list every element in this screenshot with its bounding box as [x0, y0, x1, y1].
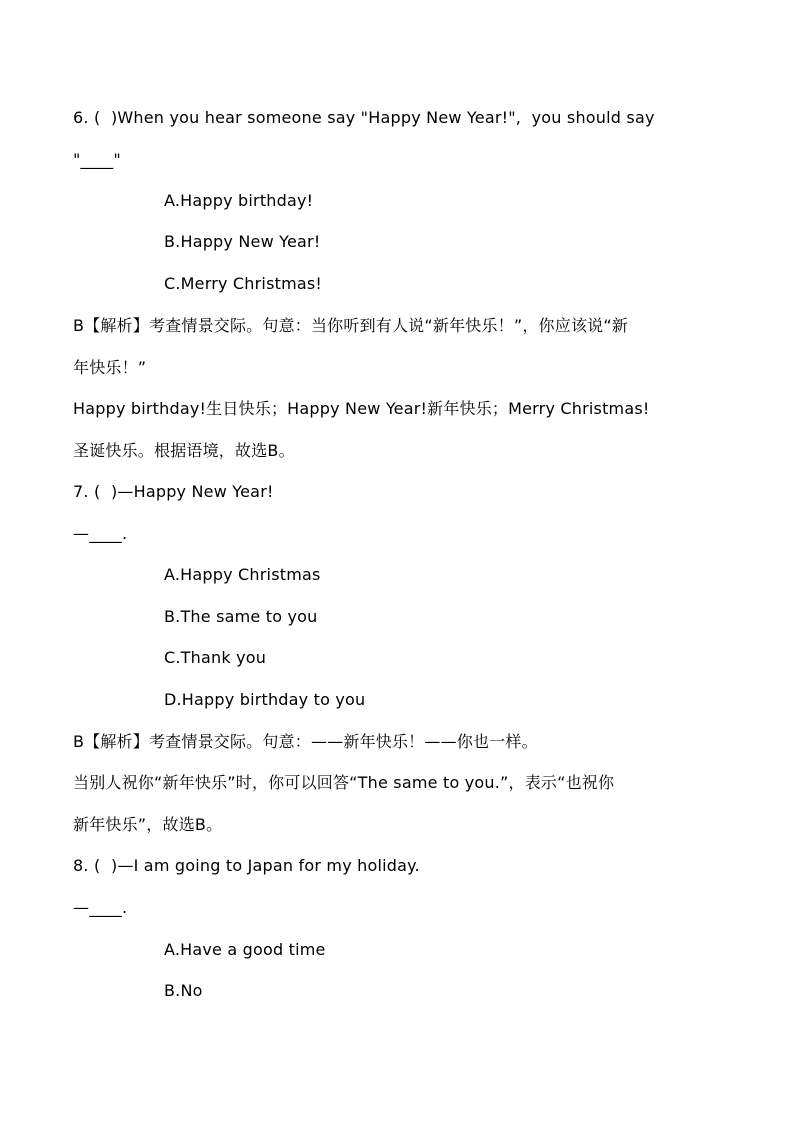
q8-option-a: A.Have a good time: [164, 940, 326, 959]
q7-stem-line1: 7. ( )—Happy New Year!: [73, 482, 274, 501]
q7-option-b: B.The same to you: [164, 607, 318, 626]
q8-stem-line2: —____.: [73, 898, 128, 917]
q8-stem-line1: 8. ( )—I am going to Japan for my holiday.: [73, 856, 420, 875]
q7-option-a: A.Happy Christmas: [164, 565, 321, 584]
q7-analysis-line3: 新年快乐”，故选B。: [73, 815, 223, 834]
q7-stem-line2: —____.: [73, 524, 128, 543]
q6-stem-line2: "____": [73, 150, 121, 169]
q8-option-b: B.No: [164, 981, 203, 1000]
q7-option-c: C.Thank you: [164, 648, 267, 667]
q6-stem-line1: 6. ( )When you hear someone say "Happy New Year!", you should say: [73, 108, 655, 127]
q7-analysis-line2: 当别人祝你“新年快乐”时，你可以回答“The same to you.”，表示“也祝你: [73, 773, 615, 792]
q6-analysis-line4: 圣诞快乐。根据语境，故选B。: [73, 441, 295, 460]
q6-analysis-line2: 年快乐！”: [73, 358, 147, 377]
q6-analysis-line3: Happy birthday!生日快乐；Happy New Year!新年快乐；Merry Christmas!: [73, 399, 650, 418]
q6-option-a: A.Happy birthday!: [164, 191, 314, 210]
q6-analysis-line1: B【解析】考查情景交际。句意：当你听到有人说“新年快乐！”，你应该说“新: [73, 316, 629, 335]
q7-analysis-line1: B【解析】考查情景交际。句意：——新年快乐！——你也一样。: [73, 732, 538, 751]
q6-option-b: B.Happy New Year!: [164, 232, 321, 251]
q6-option-c: C.Merry Christmas!: [164, 274, 323, 293]
q7-option-d: D.Happy birthday to you: [164, 690, 366, 709]
